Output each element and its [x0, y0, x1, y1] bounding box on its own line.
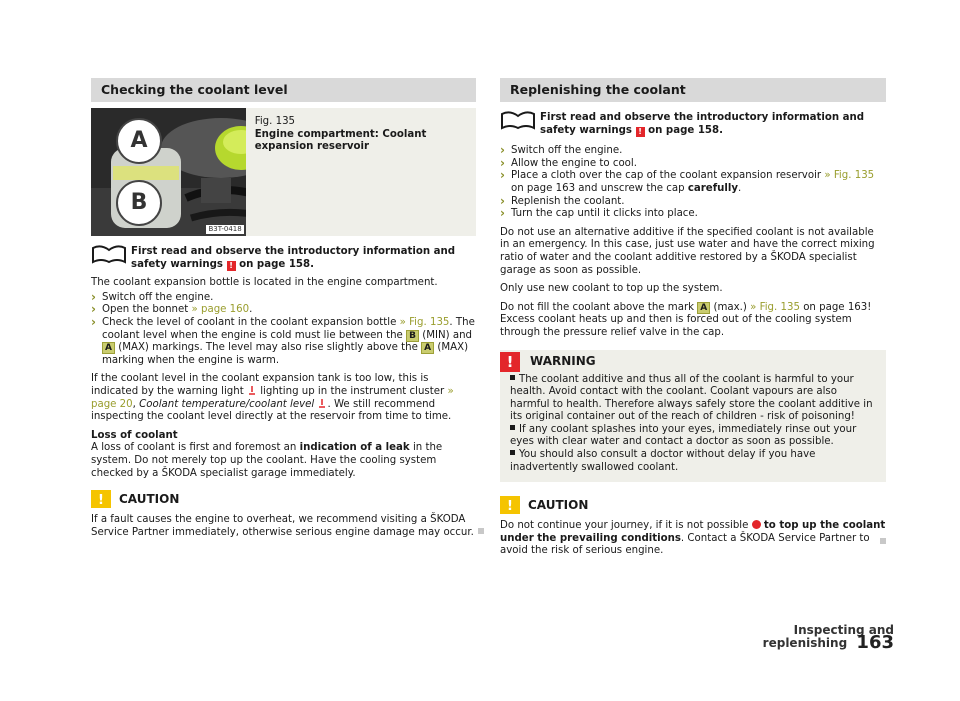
page-number: 163	[856, 631, 894, 653]
bullet-icon	[510, 425, 515, 430]
warning-icon: !	[227, 261, 236, 271]
chapter-title: Inspecting and replenishing	[762, 623, 894, 650]
figure-link[interactable]: » Fig. 135	[824, 170, 875, 182]
intro-page-ref[interactable]: on page 158.	[239, 258, 314, 270]
caution-title: CAUTION	[119, 491, 180, 506]
caution-header-right	[500, 494, 886, 516]
list-item	[91, 292, 476, 305]
bullet-icon	[510, 450, 515, 455]
text: A loss of coolant is first and foremost an	[91, 442, 297, 454]
figure-label-b: B	[130, 190, 148, 215]
page-footer	[714, 624, 894, 652]
bullet-icon	[510, 375, 515, 380]
figure-code: B3T-0418	[208, 225, 242, 233]
steps-list-right	[500, 145, 886, 221]
caution-icon	[500, 496, 520, 514]
marker-a: A	[697, 302, 710, 314]
warning-icon: !	[500, 352, 520, 372]
step-text: (MIN) and	[422, 329, 472, 341]
coolant-temp-icon	[317, 399, 327, 408]
step-text: Open the bonnet	[102, 304, 189, 316]
right-column	[500, 78, 886, 558]
caution-text-right	[500, 520, 886, 558]
warning-title: WARNING	[530, 354, 596, 369]
section-end-mark	[478, 528, 484, 534]
warning-box	[500, 350, 886, 483]
label-a-circle	[116, 118, 162, 164]
intro-page-ref[interactable]: on page 158.	[648, 124, 723, 136]
figure-caption	[246, 108, 476, 236]
figure-link[interactable]: » Fig. 135	[399, 316, 450, 328]
text: . Contact a ŠKODA Service Partner to avoid the risk of serious engine.	[500, 532, 870, 557]
warning-bullet	[510, 449, 876, 474]
coolant-warning-icon	[247, 386, 257, 395]
paragraph-alternative: Do not use an alternative additive if the specified coolant is not available in an emergency. In this case, just use water and have the correct mixing ratio of water and the coolant additive restored by a ŠKODA specialist garage as soon as possible.	[500, 226, 875, 276]
warning-icon: !	[636, 127, 645, 137]
caution-text-left: If a fault causes the engine to overheat, we recommend visiting a ŠKODA Service Partner immediately, otherwise serious engine damage may occur.	[91, 514, 474, 538]
text: (max.)	[713, 301, 747, 313]
svg-text:!: !	[507, 499, 513, 515]
list-item	[500, 196, 886, 209]
bullet-text: If any coolant splashes into your eyes, immediately rinse out your eyes with clear water and contact a doctor as soon as possible.	[510, 423, 857, 448]
section-header-replenishing: Replenishing the coolant	[500, 78, 886, 102]
paragraph-max-mark	[500, 302, 886, 340]
step-text: Switch off the engine.	[102, 291, 214, 303]
no-topup-icon	[752, 520, 761, 529]
figure-135	[91, 108, 476, 236]
text: If the coolant level in the coolant expansion tank is too low, this is indicated by the warning light	[91, 373, 429, 397]
bullet-text: The coolant additive and thus all of the coolant is harmful to your health. Avoid contact with the coolant. Coolant vapours are also harmful to health. Therefore always safely store the coolant additive in its original container out of the reach of children - risk of poisoning!	[510, 373, 873, 423]
step-text: . The coolant level when the engine is cold must lie between the	[102, 316, 475, 341]
step-text: Place a cloth over the cap of the coolant expansion reservoir	[511, 170, 822, 182]
warning-header	[500, 350, 876, 374]
intro-text: First read and observe the introductory information and safety warnings	[540, 112, 865, 136]
list-item	[500, 208, 886, 221]
list-item: › Place a cloth over the cap of the coolant expansion reservoir » Fig. 135 on page 163 and unscrew the cap carefully.	[500, 170, 886, 195]
bold-text: carefully	[687, 182, 739, 194]
caution-icon	[91, 490, 111, 508]
step-text: Allow the engine to cool.	[511, 157, 637, 169]
intro-text: First read and observe the introductory information and safety warnings	[131, 246, 456, 270]
paragraph-warning-light: If the coolant level in the coolant expansion tank is too low, this is indicated by the warning light lighting up in the instrument cluster » page 20, Coolant temperature/coolant level . We still recommend inspecting the coolant level directly at the reservoir from time to time.	[91, 373, 454, 423]
text: Do not continue your journey, if it is not possible	[500, 520, 749, 532]
bold-text: indication of a leak	[299, 442, 410, 454]
steps-list-left	[91, 292, 476, 368]
marker-b: B	[406, 330, 419, 342]
text: Do not fill the coolant above the mark	[500, 301, 695, 313]
text: in the system. Do not merely top up the coolant. Have the cooling system checked by a ŠKODA specialist garage immediately.	[91, 442, 443, 479]
section-end-mark	[880, 538, 886, 544]
paragraph-new-coolant: Only use new coolant to top up the system.	[500, 283, 723, 295]
label-b-circle	[116, 180, 162, 226]
caution-title: CAUTION	[528, 497, 589, 512]
page-link[interactable]: » page 160	[191, 304, 250, 316]
marker-a: A	[102, 342, 115, 354]
figure-title: Engine compartment: Coolant expansion reservoir	[254, 128, 427, 153]
text: on page 163! Excess coolant heats up and then is forced out of the cooling system through the pressure relief valve in the cap.	[500, 301, 872, 338]
intro-note-right	[500, 108, 886, 137]
figure-label-a: A	[130, 128, 148, 153]
figure-link[interactable]: » Fig. 135	[750, 301, 800, 313]
bullet-text: You should also consult a doctor without delay if you have inadvertently swallowed coolant.	[510, 449, 816, 473]
step-text: Check the level of coolant in the coolant expansion bottle	[102, 316, 397, 328]
step-text: Replenish the coolant.	[511, 195, 625, 207]
intro-note-left	[91, 242, 476, 271]
list-item	[500, 158, 886, 171]
marker-a: A	[421, 342, 434, 354]
step-text: on page 163 and unscrew the cap	[511, 182, 685, 194]
warning-bullet	[510, 374, 876, 424]
list-item	[500, 145, 886, 158]
book-icon	[91, 242, 127, 264]
section-header-checking: Checking the coolant level	[91, 78, 476, 102]
engine-compartment-image	[91, 108, 246, 236]
paragraph-loss	[91, 430, 476, 480]
text: lighting up in the instrument cluster	[260, 385, 445, 397]
step-text: Turn the cap until it clicks into place.	[511, 208, 698, 220]
section-ref: Coolant temperature/coolant level	[139, 398, 315, 410]
left-column	[91, 78, 476, 539]
figure-number: Fig. 135	[254, 116, 296, 127]
book-icon	[500, 108, 536, 130]
step-text: Switch off the engine.	[511, 145, 623, 157]
caution-header-left	[91, 488, 476, 510]
step-text: (MAX) markings. The level may also rise slightly above the	[118, 342, 418, 354]
step-text: (MAX) marking when the engine is warm.	[102, 342, 469, 366]
warning-bullet	[510, 424, 876, 449]
paragraph-location: The coolant expansion bottle is located in the engine compartment.	[91, 277, 438, 289]
svg-text:!: !	[98, 493, 104, 509]
list-item	[91, 317, 476, 367]
page-link[interactable]: » page 20	[91, 385, 454, 410]
text: . We still recommend inspecting the coolant level directly at the reservoir from time to time.	[91, 398, 452, 423]
engine-photo	[91, 108, 246, 236]
bold-text: to top up the coolant under the prevailing conditions	[500, 520, 886, 544]
list-item: › Open the bonnet » page 160.	[91, 304, 476, 317]
loss-heading: Loss of coolant	[91, 429, 178, 441]
